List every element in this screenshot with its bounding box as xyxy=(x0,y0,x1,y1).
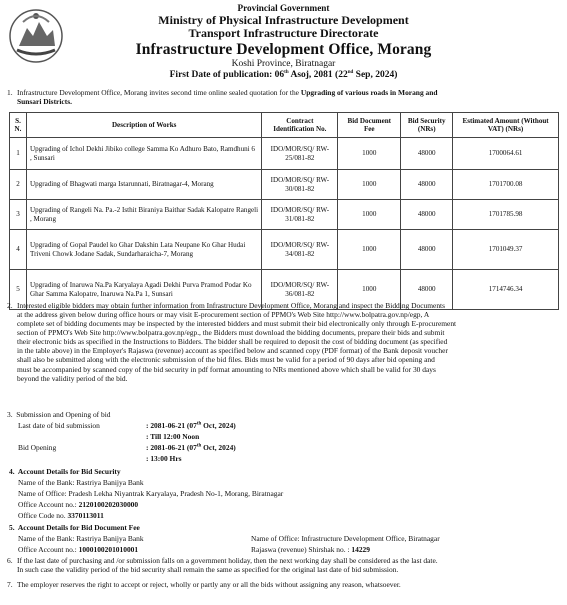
cell-estimated-amount: 1701700.08 xyxy=(453,170,559,200)
last-date-value: : 2081-06-21 (07th Oct, 2024) xyxy=(146,421,236,430)
col-bid-fee: Bid Document Fee xyxy=(338,113,401,138)
security-office-code: Office Code no. 3370113011 xyxy=(18,511,104,520)
bid-opening-label: Bid Opening xyxy=(18,443,57,452)
cell-estimated-amount: 1700064.61 xyxy=(453,138,559,170)
bid-opening-value: : 2081-06-21 (07th Oct, 2024) xyxy=(146,443,236,452)
office-location: Koshi Province, Biratnagar xyxy=(231,58,336,69)
last-time-value: : Till 12:00 Noon xyxy=(146,432,200,441)
fee-shirshak-no: Rajaswa (revenue) Shirshak no. : 14229 xyxy=(251,545,370,554)
works-table xyxy=(9,112,559,310)
cell-bid-fee: 1000 xyxy=(338,200,401,230)
cell-sn: 5 xyxy=(10,270,27,310)
cell-description: Upgrading of Inaruwa Na.Pa Karyalaya Agadi Dekhi Purva Pramod Podar Ko Ghar Samma Kalopatre, Inaruwa Na.Pa 1, Sunsari xyxy=(26,270,261,310)
cell-contract-id: IDO/MOR/SQ/ RW-31/081-82 xyxy=(262,200,338,230)
cell-description: Upgrading of Gopal Paudel ko Ghar Dakshin Lata Neupane Ko Ghar Hudai Triveni Chowk Jodane Sadak, Sundarharaicha-7, Morang xyxy=(26,230,261,270)
para2-line: shall also be submitted along with the electronic submission of the bid files. Bids must be valid for a period of 90 days after bid opening and xyxy=(17,355,435,365)
para2-line: must be accompanied by scanned copy of the bid security in pdf format amounting to NRs mentioned above which shall be valid for 30 days xyxy=(17,364,436,374)
fee-account-no: Office Account no.: 1000100201010001 xyxy=(18,545,139,554)
security-bank-name: Name of the Bank: Rastriya Banijya Bank xyxy=(18,478,144,487)
cell-bid-security: 48000 xyxy=(401,170,453,200)
ministry-title: Ministry of Physical Infrastructure Development xyxy=(158,12,409,27)
cell-sn: 1 xyxy=(10,138,27,170)
cell-contract-id: IDO/MOR/SQ/ RW-25/081-82 xyxy=(262,138,338,170)
fee-office-name: Name of Office: Infrastructure Development Office, Biratnagar xyxy=(251,534,440,543)
cell-estimated-amount: 1701049.37 xyxy=(453,230,559,270)
intro-paragraph: 1. Infrastructure Development Office, Morang invites second time online sealed quotation for the Upgrading of various roads in Morang and Sunsari Districts. xyxy=(7,88,438,107)
government-title: Provincial Government xyxy=(237,3,330,13)
cell-sn: 2 xyxy=(10,170,27,200)
section-5-title: 5. Account Details for Bid Document Fee xyxy=(9,523,140,532)
paragraph-6: 6. If the last date of purchasing and /or submission falls on a government holiday, then the next working day shall be considered as the last date. In such case the validity period of the bid security shall remain the same as specified for the original last date of bid submission. xyxy=(7,556,438,575)
publication-date: First Date of publication: 06th Asoj, 2081 (22nd Sep, 2024) xyxy=(169,69,398,81)
cell-contract-id: IDO/MOR/SQ/ RW-36/081-82 xyxy=(262,270,338,310)
paragraph-7: 7. The employer reserves the right to accept or reject, wholly or partly any or all the bids without assigning any reason, whatsoever. xyxy=(7,580,401,589)
bid-opening-time: : 13:00 Hrs xyxy=(146,454,182,463)
cell-bid-security: 48000 xyxy=(401,270,453,310)
para2-line: their electronic bids as specified in the Instructions to Bidders. The bidder shall be required to deposit the cost of bidding document (as specified xyxy=(17,337,448,347)
security-account-no: Office Account no.: 2120100202030000 xyxy=(18,500,139,509)
col-description: Description of Works xyxy=(26,113,261,138)
cell-bid-fee: 1000 xyxy=(338,170,401,200)
cell-sn: 4 xyxy=(10,230,27,270)
cell-bid-security: 48000 xyxy=(401,138,453,170)
para2-line: complete set of bidding documents may be inspected by the interested bidders and must submit their bid electronically only through E-procurement xyxy=(17,319,457,329)
cell-description: Upgrading of Ichol Dekhi Jibiko college Samma Ko Adhuro Bato, Ramdhuni 6 , Sunsari xyxy=(26,138,261,170)
cell-sn: 3 xyxy=(10,200,27,230)
notice-header xyxy=(0,0,567,96)
cell-bid-security: 48000 xyxy=(401,200,453,230)
para2-line: section of PPMO's Web Site http://www.bolpatra.gov.np/egp., the Bidders must download the bidding documents, prepare their bids and submit xyxy=(17,328,445,338)
cell-description: Upgrading of Bhagwati marga Istarunnati, Biratnagar-4, Morang xyxy=(26,170,261,200)
cell-bid-fee: 1000 xyxy=(338,138,401,170)
para2-line: in the table above) in the Employer's Rajaswa (revenue) account as specified below and scanned copy (PDF format) of the Bank deposit voucher xyxy=(17,346,448,356)
cell-estimated-amount: 1714746.34 xyxy=(453,270,559,310)
paragraph-2: 2. Interested eligible bidders may obtain further information from Infrastructure Development Office, Morang and inspect the Bidding Documents at the address given below during office hours or may visit E-procurement section of PPMO's Web Site http://www.bolpatra.gov.np/egp, A complete set of bidding documents may be inspected by the interested bidders and must submit their bid electronically only through E-procurement section of PPMO's Web Site http://www.bolpatra.gov.np/egp., the Bidders must download the bidding documents, prepare their bids and submit their electronic bids as specified in the Instructions to Bidders. The bidder shall be required to deposit the cost of bidding document (as specified in the table above) in the Employer's Rajaswa (revenue) account as specified below and scanned copy (PDF format) of the Bank deposit voucher shall also be submitted along with the electronic submission of the bid files. Bids must be valid for a period of 90 days after bid opening and must be accompanied by scanned copy of the bid security in pdf format amounting to NRs mentioned above which shall be valid for 30 days beyond the validity period of the bid. xyxy=(7,301,560,383)
last-date-label: Last date of bid submission xyxy=(18,421,100,430)
table-row xyxy=(10,170,559,200)
col-estimated-amount: Estimated Amount (Without VAT) (NRs) xyxy=(453,113,559,138)
col-contract-id: Contract Identification No. xyxy=(262,113,338,138)
col-bid-security: Bid Security (NRs) xyxy=(401,113,453,138)
security-office-name: Name of Office: Pradesh Lekha Niyantrak Karyalaya, Pradesh No-1, Morang, Biratnagar xyxy=(18,489,284,498)
directorate-title: Transport Infrastructure Directorate xyxy=(188,26,379,41)
cell-contract-id: IDO/MOR/SQ/ RW-34/081-82 xyxy=(262,230,338,270)
office-title: Infrastructure Development Office, Morang xyxy=(135,41,432,59)
section-4-title: 4. Account Details for Bid Security xyxy=(9,467,121,476)
para2-line: beyond the validity period of the bid. xyxy=(17,373,128,383)
table-header-row xyxy=(10,113,559,138)
cell-contract-id: IDO/MOR/SQ/ RW-30/081-82 xyxy=(262,170,338,200)
fee-bank-name: Name of the Bank: Rastriya Banijya Bank xyxy=(18,534,144,543)
section-3-title: 3. Submission and Opening of bid xyxy=(7,410,111,419)
table-row xyxy=(10,200,559,230)
table-row xyxy=(10,230,559,270)
cell-estimated-amount: 1701785.98 xyxy=(453,200,559,230)
para2-line: Interested eligible bidders may obtain further information from Infrastructure Development Office, Morang and inspect the Bidding Documents xyxy=(17,301,446,310)
table-row xyxy=(10,138,559,170)
cell-bid-security: 48000 xyxy=(401,230,453,270)
para2-line: at the address given below during office hours or may visit E-procurement section of PPMO's Web Site http://www.bolpatra.gov.np/egp, A xyxy=(17,310,430,320)
cell-bid-fee: 1000 xyxy=(338,270,401,310)
col-sn: S. N. xyxy=(10,113,27,138)
cell-bid-fee: 1000 xyxy=(338,230,401,270)
cell-description: Upgrading of Rangeli Na. Pa.-2 Isthit Biraniya Baithar Sadak Kalopatre Rangeli , Morang xyxy=(26,200,261,230)
nepal-emblem-icon xyxy=(7,6,65,64)
